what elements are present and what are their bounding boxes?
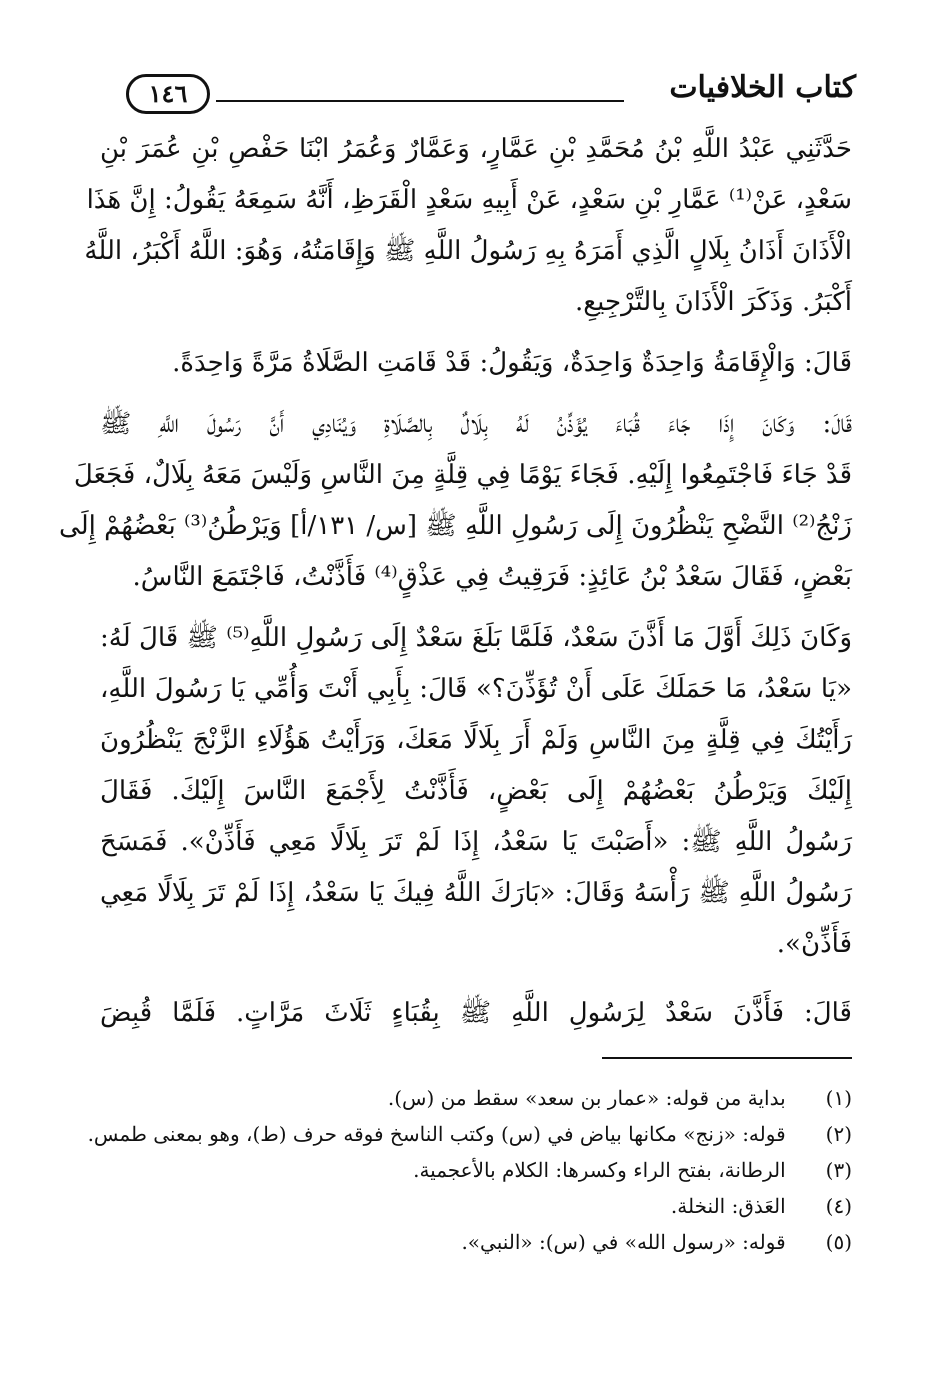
footnote-text: قوله: «رسول الله» في (س): «النبي».: [461, 1230, 786, 1254]
footnote-text: قوله: «زنج» مكانها بياض في (س) وكتب الناسخ فوقه حرف (ط)، وهو بمعنى طمس.: [87, 1122, 786, 1146]
footnote-text: الرطانة، بفتح الراء وكسرها: الكلام بالأعجمية.: [413, 1158, 786, 1182]
footnotes: [87, 1080, 852, 1260]
footnote-separator: [602, 1057, 852, 1059]
text-line: الْأَذَانَ أَذَانُ بِلَالٍ الَّذِي أَمَرَهُ بِهِ رَسُولُ اللَّهِ ﷺ وَإِقَامَتُهُ، وَهُوَ: اللَّهُ أَكْبَرُ، اللَّهُ: [84, 236, 852, 266]
footnote-text: العَذق: النخلة.: [670, 1194, 786, 1218]
text-line: وَكَانَ ذَلِكَ أَوَّلَ مَا أَذَّنَ سَعْدٌ، فَلَمَّا بَلَغَ سَعْدٌ إِلَى رَسُولِ اللَّهِ⁽⁵⁾ ﷺ قَالَ لَهُ:: [100, 623, 852, 653]
book-title: كتاب الخلافيات: [669, 70, 856, 105]
footnote-number: (١): [825, 1086, 852, 1110]
text-line: رَسُولُ اللَّهِ ﷺ: «أَصَبْتَ يَا سَعْدُ، إِذَا لَمْ تَرَ بِلَالًا مَعِي فَأَذِّنْ». فَمَسَحَ: [100, 827, 852, 857]
text-line: قَدْ جَاءَ فَاجْتَمِعُوا إِلَيْهِ. فَجَاءَ يَوْمًا فِي قِلَّةٍ مِنَ النَّاسِ وَلَيْسَ مَعَهُ بِلَالٌ، فَجَعَلَ: [73, 460, 852, 490]
text-line: زَنْجُ⁽²⁾ النَّضْحِ يَنْظُرُونَ إِلَى رَسُولِ اللَّهِ ﷺ [س/ ١٣١/أ] وَيَرْطُنُ⁽³⁾ بَعْضُهُمْ إِلَى: [59, 511, 852, 541]
footnote-text: بداية من قوله: «عمار بن سعد» سقط من (س).: [387, 1086, 786, 1110]
footnote: [87, 1116, 852, 1152]
text-line: «يَا سَعْدُ، مَا حَمَلَكَ عَلَى أَنْ تُؤَذِّنَ؟» قَالَ: بِأَبِي أَنْتَ وَأُمِّي يَا رَسُولَ اللَّهِ،: [100, 674, 852, 704]
page-header: [96, 60, 856, 120]
footnote-number: (٥): [825, 1230, 852, 1254]
text-line: قَالَ: وَكَانَ إِذَا جَاءَ قُبَاءَ يُؤَذِّنُ لَهُ بِلَالٌ بِالصَّلَاةِ وَيُنَادِي أَنَّ رَسُولَ اللَّهِ ﷺ: [100, 409, 852, 439]
footnote-number: (٤): [825, 1194, 852, 1218]
header-rule: [216, 100, 624, 102]
footnote-number: (٣): [825, 1158, 852, 1182]
page-number-frame: [126, 74, 210, 114]
text-line: رَأَيْتُكَ فِي قِلَّةٍ مِنَ النَّاسِ وَلَمْ أَرَ بِلَالًا مَعَكَ، وَرَأَيْتُ هَؤُلَاءِ الزَّنْجَ يَنْظُرُونَ: [100, 725, 852, 755]
main-text: [59, 124, 852, 1039]
footnote: [100, 1188, 852, 1224]
footnote: [100, 1080, 852, 1116]
text-line: بَعْضٍ، فَقَالَ سَعْدُ بْنُ عَائِذٍ: فَرَقِيتُ فِي عَذْقٍ⁽⁴⁾ فَأَذَّنْتُ، فَاجْتَمَعَ النَّاسُ.: [132, 562, 852, 592]
text-line: أَكْبَرُ. وَذَكَرَ الْأَذَانَ بِالتَّرْجِيعِ.: [575, 287, 852, 317]
text-line: فَأَذِّنْ».: [776, 929, 852, 959]
footnote-number: (٢): [825, 1122, 852, 1146]
page-number: ١٤٦: [148, 79, 188, 108]
footnote: [100, 1152, 852, 1188]
text-line: حَدَّثَنِي عَبْدُ اللَّهِ بْنُ مُحَمَّدِ بْنِ عَمَّارٍ، وَعَمَّارٌ وَعُمَرُ ابْنَا حَفْصِ بْنِ عُمَرَ بْنِ: [100, 134, 852, 164]
text-line: قَالَ: وَالْإِقَامَةُ وَاحِدَةٌ وَاحِدَةٌ، وَيَقُولُ: قَدْ قَامَتِ الصَّلَاةُ مَرَّةً وَاحِدَةً.: [172, 348, 852, 378]
text-line: رَسُولُ اللَّهِ ﷺ رَأْسَهُ وَقَالَ: «بَارَكَ اللَّهُ فِيكَ يَا سَعْدُ، إِذَا لَمْ تَرَ بِلَالًا مَعِي: [100, 878, 852, 908]
text-line: قَالَ: فَأَذَّنَ سَعْدٌ لِرَسُولِ اللَّهِ ﷺ بِقُبَاءٍ ثَلَاثَ مَرَّاتٍ. فَلَمَّا قُبِضَ: [100, 998, 852, 1028]
footnote: [100, 1224, 852, 1260]
text-line: إِلَيْكَ وَيَرْطُنُ بَعْضُهُمْ إِلَى بَعْضٍ، فَأَذَّنْتُ لِأَجْمَعَ النَّاسَ إِلَيْكَ. فَقَالَ: [100, 776, 852, 806]
text-line: سَعْدٍ، عَنْ⁽¹⁾ عَمَّارِ بْنِ سَعْدٍ، عَنْ أَبِيهِ سَعْدٍ الْقَرَظِ، أَنَّهُ سَمِعَهُ يَقُولُ: إِنَّ هَذَا: [86, 185, 852, 215]
